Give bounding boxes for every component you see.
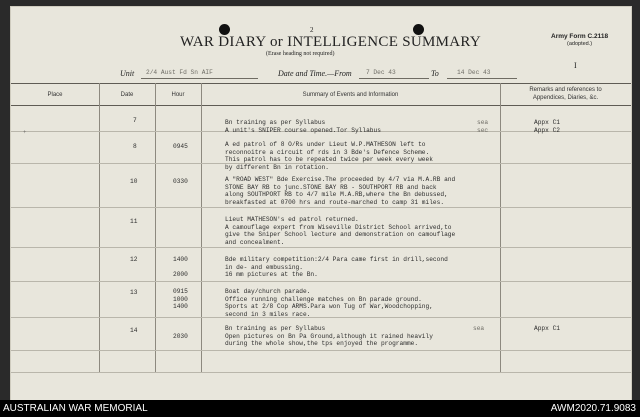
ruled-line (11, 350, 631, 351)
entry-date: 13 (130, 289, 138, 296)
column-divider (99, 83, 100, 372)
ruled-line (11, 372, 631, 373)
ruled-line (11, 247, 631, 248)
table-header-rule (11, 105, 631, 106)
entry-date: 14 (130, 327, 138, 334)
entry-line: second in 3 miles race. (225, 310, 311, 318)
col-header-remarks-line2: Appendices, Diaries, &c. (532, 95, 599, 101)
entry-line: and concealment. (225, 238, 285, 246)
col-header-summary: Summary of Events and Information (302, 92, 399, 98)
archive-reference: AWM2020.71.9083 (550, 403, 636, 414)
entry-line: Sports at 2/8 Cop ARMS.Para won Tug of War,Woodchopping, (225, 303, 433, 311)
entry-hour: 1000 (173, 295, 188, 303)
entry-line: Boat day/church parade. (225, 288, 311, 295)
from-underline (359, 78, 429, 79)
entry-line: along SOUTHPORT RB to 4/7 mile M.A.RB,where the Bn debussed, (225, 191, 448, 199)
margin-mark: I (574, 61, 577, 70)
entry-line: STONE BAY RB to junc.STONE BAY RB - SOUTHPORT RB and back (225, 183, 437, 191)
column-divider (155, 83, 156, 372)
archive-name: AUSTRALIAN WAR MEMORIAL (3, 403, 148, 414)
to-date-value: 14 Dec 43 (457, 69, 491, 76)
army-form-number: Army Form C.2118 (551, 33, 609, 40)
from-date-value: 7 Dec 43 (366, 69, 396, 76)
entry-line: This patrol has to be repeated twice per week every week (225, 156, 433, 164)
entry-date: 8 (133, 143, 137, 150)
form-subtitle: (Erase heading not required) (266, 51, 335, 57)
entry-hour: 2000 (173, 271, 188, 278)
table-top-rule (11, 83, 631, 84)
entry-line: Bde military competition:2/4 Para came first in drill,second (225, 256, 448, 263)
entry-date: 11 (130, 218, 138, 225)
ruled-line (11, 281, 631, 282)
entry-line: 16 mm pictures at the Bn. (225, 271, 318, 279)
page-number: 2 (310, 26, 314, 34)
entry-line: during the whole show,the tps enjoyed the programme. (225, 340, 419, 348)
to-label: To (431, 69, 439, 78)
col-header-date: Date (120, 92, 134, 98)
entry-line: Bn training as per Syllabus (225, 119, 326, 126)
archive-footer (0, 400, 640, 417)
entry-date: 10 (130, 178, 138, 185)
margin-tick: + (23, 130, 27, 136)
entry-side-note: sec (477, 126, 489, 134)
ruled-line (11, 207, 631, 208)
entry-line: give the Sniper School lecture and demonstration on camouflage (225, 231, 456, 239)
entry-line: reconnoitre a circuit of rds in 3 Bde's Defence Scheme. (225, 148, 430, 156)
entry-hour: 0945 (173, 143, 188, 150)
entry-hour: 0915 (173, 288, 188, 295)
entry-side-note: sea (473, 325, 485, 332)
entry-remark: Appx C1 (534, 119, 560, 126)
unit-label: Unit (120, 69, 135, 78)
col-header-place: Place (47, 92, 63, 98)
entry-date: 7 (133, 117, 137, 124)
date-time-label: Date and Time.—From (278, 69, 352, 78)
entry-date: 12 (130, 256, 138, 263)
unit-underline (141, 78, 258, 79)
entry-hour: 1400 (173, 256, 188, 263)
entry-remark: Appx C1 (534, 325, 560, 332)
entry-line: Lieut MATHESON's ed patrol returned. (225, 216, 359, 223)
col-header-remarks: Remarks and references to (529, 87, 602, 93)
entry-line: in de- and embussing. (225, 263, 303, 271)
entry-hour: 1400 (173, 303, 188, 311)
entry-line: Bn training as per Syllabus (225, 325, 326, 332)
entry-line: Open pictures on Bn Pa Ground,although it rained heavily (225, 332, 433, 340)
column-divider (201, 83, 202, 372)
ruled-line (11, 317, 631, 318)
entry-remark: Appx C2 (534, 126, 560, 134)
entry-side-note: sea (477, 119, 489, 126)
unit-value: 2/4 Aust Fd Sn AIF (146, 69, 213, 76)
entry-line: Office running challenge matches on Bn parade ground. (225, 295, 422, 303)
entry-line: A unit's SNIPER course opened.Tor Syllabus (225, 126, 381, 134)
entry-hour: 2030 (173, 333, 188, 340)
form-title: WAR DIARY or INTELLIGENCE SUMMARY (180, 34, 482, 50)
to-underline (447, 78, 517, 79)
adopted-label: (adopted.) (567, 41, 593, 47)
col-header-hour: Hour (171, 92, 185, 98)
entry-hour: 0330 (173, 178, 188, 185)
entry-line: A ed patrol of 8 O/Rs under Lieut W.P.MATHESON left to (225, 141, 426, 148)
entry-line: A camouflage expert from Wiseville District School arrived,to (225, 223, 452, 231)
column-divider (500, 83, 501, 372)
war-diary-page (10, 6, 632, 401)
entry-line: A "ROAD WEST" Bde Exercise.The proceeded by 4/7 via M.A.RB and (225, 176, 456, 183)
entry-line: by different Bn in rotation. (225, 163, 329, 171)
entry-line: breakfasted at 0700 hrs and route-marched to camp 31 miles. (225, 198, 445, 206)
